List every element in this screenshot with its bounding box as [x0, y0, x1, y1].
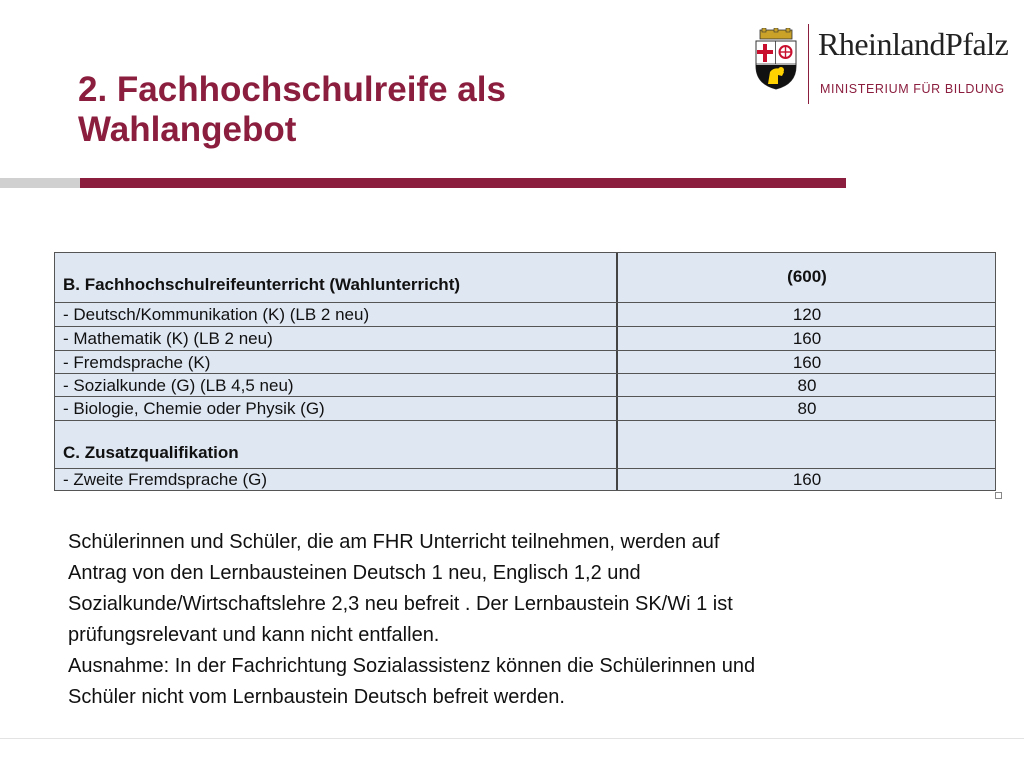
body-line: prüfungsrelevant und kann nicht entfallen.	[68, 624, 440, 646]
hours-cell: 80	[797, 376, 817, 395]
ministry-logo	[752, 24, 1009, 108]
table-row	[55, 303, 995, 327]
table-row	[55, 351, 995, 374]
logo-subtitle: MINISTERIUM FÜR BILDUNG	[820, 82, 1005, 96]
table-row	[55, 327, 995, 351]
slide-title-line2: Wahlangebot	[78, 110, 297, 149]
hours-cell: 160	[792, 329, 822, 348]
body-line: Sozialkunde/Wirtschaftslehre 2,3 neu befreit . Der Lernbaustein SK/Wi 1 ist	[68, 593, 733, 615]
body-line: Schülerinnen und Schüler, die am FHR Unterricht teilnehmen, werden auf	[68, 531, 720, 553]
hours-cell: 80	[797, 399, 817, 418]
subject-cell: - Deutsch/Kommunikation (K) (LB 2 neu)	[63, 305, 370, 324]
table-row	[55, 374, 995, 397]
subject-cell: - Sozialkunde (G) (LB 4,5 neu)	[63, 376, 294, 395]
slide-title	[78, 70, 638, 150]
table-row-section-b	[55, 253, 995, 303]
body-line: Schüler nicht vom Lernbaustein Deutsch befreit werden.	[68, 686, 565, 708]
hours-cell: 160	[792, 353, 822, 372]
subject-cell: - Mathematik (K) (LB 2 neu)	[63, 329, 273, 348]
section-b-heading: B. Fachhochschulreifeunterricht (Wahlunterricht)	[63, 275, 461, 294]
subject-cell: - Fremdsprache (K)	[63, 353, 211, 372]
body-paragraph	[68, 527, 968, 713]
table-row-section-c	[55, 421, 995, 469]
hours-cell: 160	[792, 470, 822, 489]
hours-cell: 120	[792, 305, 822, 324]
table-row	[55, 397, 995, 421]
subject-cell: - Zweite Fremdsprache (G)	[63, 470, 268, 489]
body-line: Antrag von den Lernbausteinen Deutsch 1 neu, Englisch 1,2 und	[68, 562, 641, 584]
section-b-total: (600)	[787, 267, 827, 286]
logo-separator	[808, 24, 809, 104]
table-row	[55, 469, 995, 491]
section-c-heading: C. Zusatzqualifikation	[63, 443, 239, 462]
footer-divider	[0, 738, 1024, 739]
subject-cell: - Biologie, Chemie oder Physik (G)	[63, 399, 325, 418]
body-line: Ausnahme: In der Fachrichtung Sozialassistenz können die Schülerinnen und	[68, 655, 756, 677]
curriculum-table	[54, 252, 996, 491]
table-resize-handle[interactable]	[995, 492, 1002, 499]
coat-of-arms-icon	[752, 28, 800, 90]
title-underline-gray	[0, 178, 80, 188]
title-underline-accent	[80, 178, 846, 188]
logo-name: RheinlandPfalz	[818, 26, 1009, 62]
slide-title-line1: 2. Fachhochschulreife als	[78, 70, 506, 109]
